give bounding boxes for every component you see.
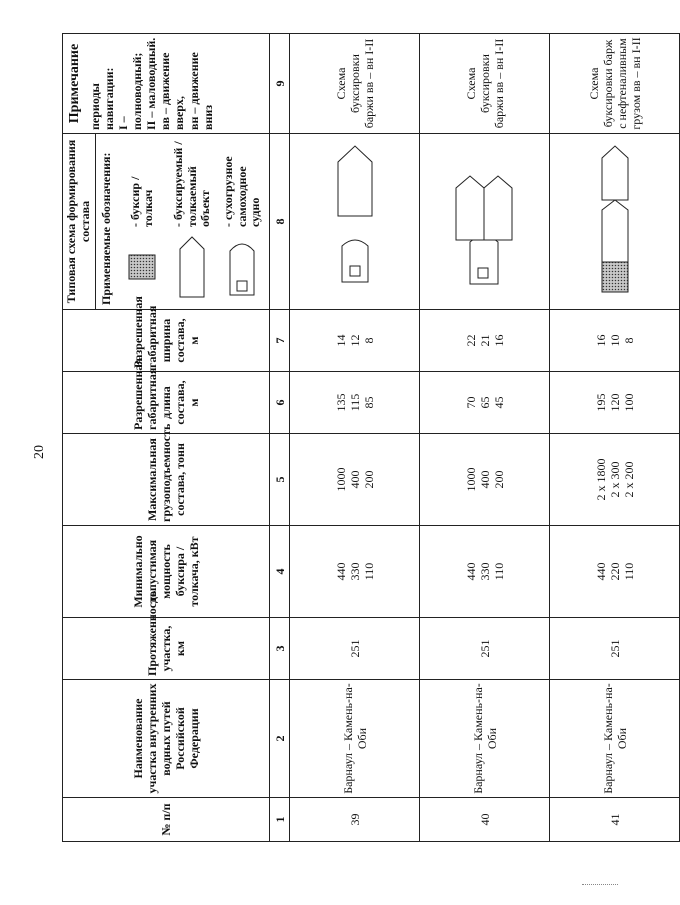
header-row (63, 34, 270, 842)
legend-tug (117, 138, 167, 305)
row-name: Барнаул – Камень-на-Оби (550, 680, 680, 798)
legend-title: Применяемые обозначения: (99, 152, 114, 305)
col-number: 1 (270, 798, 290, 842)
col-number: 2 (270, 680, 290, 798)
dry-cargo-ship-legend-icon (227, 233, 257, 305)
column-number-row (270, 34, 290, 842)
row-scheme (550, 134, 680, 310)
scan-mark (582, 884, 618, 887)
row-length: 251 (550, 618, 680, 680)
barge-shape (602, 200, 628, 262)
tug-legend-icon (127, 233, 157, 305)
row-length-m: 195 120 100 (550, 372, 680, 434)
note-line: вв – движение вверх, (158, 52, 187, 130)
note-title: Примечание (67, 43, 82, 124)
header-num: № п/п (63, 798, 270, 842)
row-capacity: 1000 400 200 (420, 434, 550, 526)
header-power: Минимально допустимая мощность буксира / толкача, кВт (63, 526, 270, 618)
tug-cabin (350, 266, 360, 276)
barge-shape (456, 176, 484, 240)
col-number: 3 (270, 618, 290, 680)
header-name: Наименование участка внутренних водных путей Российской Федерации (63, 680, 270, 798)
page-number: 20 (32, 445, 47, 459)
row-num: 41 (550, 798, 680, 842)
tow-scheme-diagram (300, 136, 410, 306)
row-name: Барнаул – Камень-на-Оби (420, 680, 550, 798)
row-scheme (290, 134, 420, 310)
legend-tug-label: - буксир / толкач (127, 176, 156, 227)
header-note (63, 34, 270, 134)
tug-cabin (478, 268, 488, 278)
row-width-m: 16 10 8 (550, 310, 680, 372)
tow-scheme-diagram (560, 136, 670, 306)
row-note: Схема буксировки барж с нефтеналивным грузом вв – вн I-II (550, 34, 680, 134)
note-line: I – полноводный; (115, 52, 144, 130)
barge-shape (602, 146, 628, 200)
table-row (420, 34, 550, 842)
table-row (550, 34, 680, 842)
header-scheme (63, 134, 270, 310)
note-line: II – маловодный. (144, 37, 159, 130)
row-capacity: 2 х 1800 2 х 300 2 х 200 (550, 434, 680, 526)
row-width-m: 22 21 16 (420, 310, 550, 372)
row-width-m: 14 12 8 (290, 310, 420, 372)
col-number: 7 (270, 310, 290, 372)
col-number: 4 (270, 526, 290, 618)
note-line: вн – движение вниз (186, 52, 215, 130)
row-num: 40 (420, 798, 550, 842)
row-power: 440 330 110 (420, 526, 550, 618)
row-name: Барнаул – Камень-на-Оби (290, 680, 420, 798)
row-note: Схема буксировки баржи вв – вн I-II (290, 34, 420, 134)
towed-object-legend-icon (177, 233, 207, 305)
row-scheme (420, 134, 550, 310)
row-power: 440 330 110 (290, 526, 420, 618)
table-row (290, 34, 420, 842)
row-length: 251 (290, 618, 420, 680)
barge-shape (484, 176, 512, 240)
row-capacity: 1000 400 200 (290, 434, 420, 526)
row-num: 39 (290, 798, 420, 842)
col-number: 8 (270, 134, 290, 310)
tow-scheme-diagram (430, 136, 540, 306)
legend-towed (167, 138, 217, 305)
note-line: периоды навигации: (87, 67, 116, 130)
row-length-m: 135 115 85 (290, 372, 420, 434)
header-length: Протяженность участка, км (63, 618, 270, 680)
col-number: 6 (270, 372, 290, 434)
row-power: 440 220 110 (550, 526, 680, 618)
legend-towed-label: - буксируемый / толкаемый объект (170, 141, 213, 227)
legend-dry (217, 138, 267, 305)
header-capacity: Максимальная грузоподъемность состава, тонн (63, 434, 270, 526)
header-length-m: Разрешенная габаритная длина состава, м (63, 372, 270, 434)
header-width-m: Разрешенная габаритная ширина состава, м (63, 310, 270, 372)
col-number: 9 (270, 34, 290, 134)
scheme-title: Типовая схема формирования состава (64, 134, 96, 309)
row-note: Схема буксировки баржи вв – вн I-II (420, 34, 550, 134)
row-length: 251 (420, 618, 550, 680)
col-number: 5 (270, 434, 290, 526)
rotated-table-wrapper (62, 34, 644, 842)
legend-dry-label: - сухогрузное самоходное судно (220, 156, 263, 227)
navigation-table (62, 33, 680, 842)
row-length-m: 70 65 45 (420, 372, 550, 434)
barge-shape (338, 146, 372, 216)
